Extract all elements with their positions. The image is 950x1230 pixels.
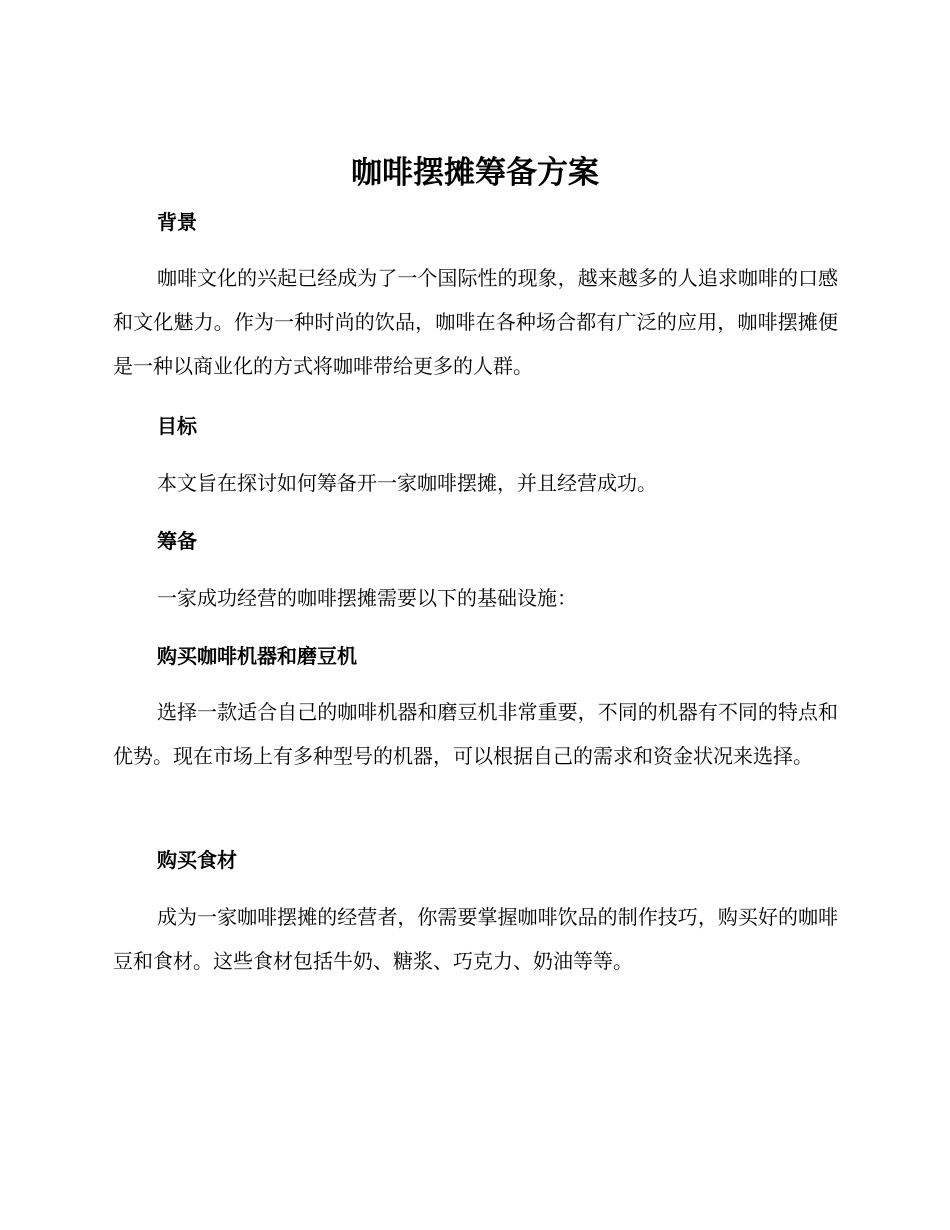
section-paragraph-preparation: 一家成功经营的咖啡摆摊需要以下的基础设施： [157, 586, 577, 610]
section-heading-machines: 购买咖啡机器和磨豆机 [157, 644, 357, 668]
section-heading-goal: 目标 [157, 414, 197, 438]
section-paragraph-goal: 本文旨在探讨如何筹备开一家咖啡摆摊，并且经营成功。 [157, 471, 657, 495]
section-heading-ingredients: 购买食材 [157, 848, 237, 872]
section-heading-preparation: 筹备 [157, 529, 197, 553]
section-heading-background: 背景 [157, 210, 197, 234]
document-title: 咖啡摆摊筹备方案 [351, 155, 599, 191]
section-paragraph-ingredients: 成为一家咖啡摆摊的经营者，你需要掌握咖啡饮品的制作技巧，购买好的咖啡豆和食材。这些食材包括牛奶、糖浆、巧克力、奶油等等。 [113, 905, 838, 973]
section-paragraph-machines: 选择一款适合自己的咖啡机器和磨豆机非常重要，不同的机器有不同的特点和优势。现在市场上有多种型号的机器，可以根据自己的需求和资金状况来选择。 [113, 700, 838, 768]
section-paragraph-background: 咖啡文化的兴起已经成为了一个国际性的现象，越来越多的人追求咖啡的口感和文化魅力。作为一种时尚的饮品，咖啡在各种场合都有广泛的应用，咖啡摆摊便是一种以商业化的方式将咖啡带给更多的人群。 [113, 266, 838, 378]
